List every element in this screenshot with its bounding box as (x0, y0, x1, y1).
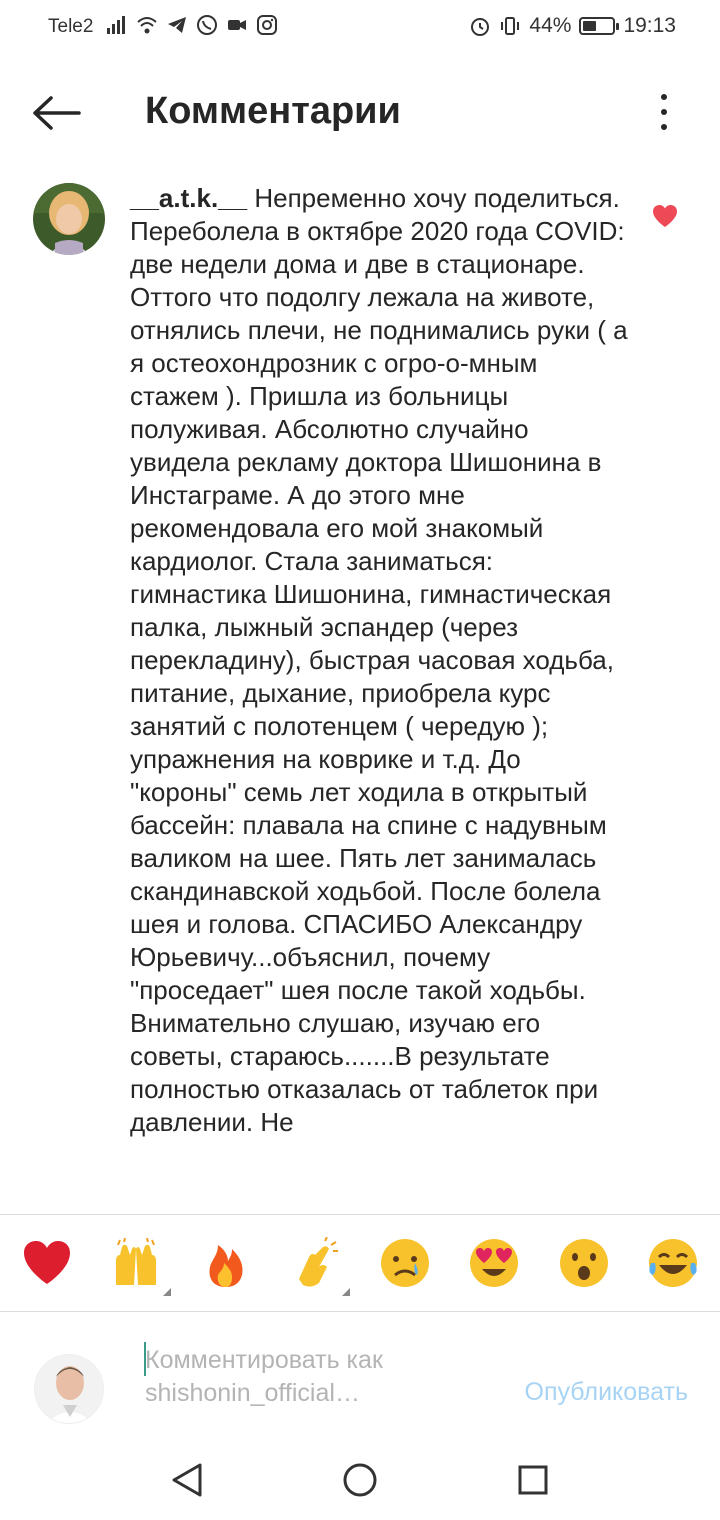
header (0, 70, 720, 156)
current-user-avatar (34, 1354, 104, 1424)
raising-hands-emoji[interactable] (109, 1236, 163, 1290)
battery-percent: 44% (529, 14, 572, 37)
arrow-left-icon (31, 95, 81, 131)
nav-back-button[interactable] (157, 1450, 217, 1510)
comment-item (0, 180, 720, 1214)
status-icons-right (469, 14, 676, 38)
instagram-icon (256, 14, 278, 36)
nav-home-button[interactable] (330, 1450, 390, 1510)
commenter-avatar[interactable] (33, 183, 105, 255)
wifi-icon (136, 14, 158, 36)
status-icons-left (106, 14, 278, 36)
signal-icon (106, 14, 128, 36)
commenter-username[interactable]: __a.t.k.__ (130, 183, 248, 213)
clock: 19:13 (623, 14, 676, 37)
alarm-icon (469, 15, 491, 37)
page-title: Комментарии (145, 90, 401, 132)
fire-emoji[interactable] (199, 1236, 253, 1290)
system-nav-bar (0, 1440, 720, 1520)
publish-button[interactable]: Опубликовать (524, 1378, 688, 1406)
more-options-button[interactable] (652, 90, 676, 134)
crying-face-emoji[interactable] (378, 1236, 432, 1290)
nav-recents-button[interactable] (503, 1450, 563, 1510)
more-vertical-icon (661, 94, 667, 100)
heart-eyes-emoji[interactable] (467, 1236, 521, 1290)
comment-input[interactable]: Комментировать как shishonin_official… (145, 1346, 383, 1407)
telegram-icon (166, 14, 188, 36)
back-button[interactable] (28, 88, 84, 138)
status-bar (0, 0, 720, 56)
tears-of-joy-emoji[interactable] (646, 1236, 700, 1290)
carrier-name: Tele2 (48, 16, 94, 37)
red-heart-emoji[interactable] (20, 1236, 74, 1290)
surprised-face-emoji[interactable] (557, 1236, 611, 1290)
nav-home-circle-icon (342, 1462, 378, 1498)
comment-message: Непременно хочу поделиться. Переболела в октябре 2020 года COVID: две недели дома и две в стационаре. Оттого что подолгу лежала на животе, отнялись плечи, не поднимались руки ( а я остеохондрозник с огро-о-мным стажем ). Пришла из больницы полуживая. Абсолютно случайно увидела рекламу доктора Шишонина в Инстаграме. А до этого мне рекомендовала его мой знакомый кардиолог. Стала заниматься: гимнастика Шишонина, гимнастическая палка, лыжный эспандер (через перекладину), быстрая часовая ходьба, питание, дыхание, приобрела курс занятий с полотенцем ( чередую ); упражнения на коврике и т.д. До "короны" семь лет ходила в открытый бассейн: плавала на спине с надувным валиком на шее. Пять лет занималась скандинавской ходьбой. После болела шея и голова. СПАСИБО Александру Юрьевичу...объяснил, почему "проседает" шея после такой ходьбы. Внимательно слушаю, изучаю его советы, стараюсь.......В результате полностью отказалась от таблеток при давлении. Не (130, 183, 628, 1137)
battery-icon (579, 17, 615, 35)
comment-text (130, 182, 630, 1139)
nav-recents-square-icon (517, 1464, 549, 1496)
comment-composer (0, 1312, 720, 1432)
like-heart-icon[interactable] (652, 204, 678, 228)
nav-back-triangle-icon (170, 1462, 204, 1498)
vibrate-icon (499, 15, 521, 37)
video-camera-icon (226, 14, 248, 36)
viber-icon (196, 14, 218, 36)
clapping-hands-emoji[interactable] (288, 1236, 342, 1290)
quick-emoji-bar (0, 1215, 720, 1311)
